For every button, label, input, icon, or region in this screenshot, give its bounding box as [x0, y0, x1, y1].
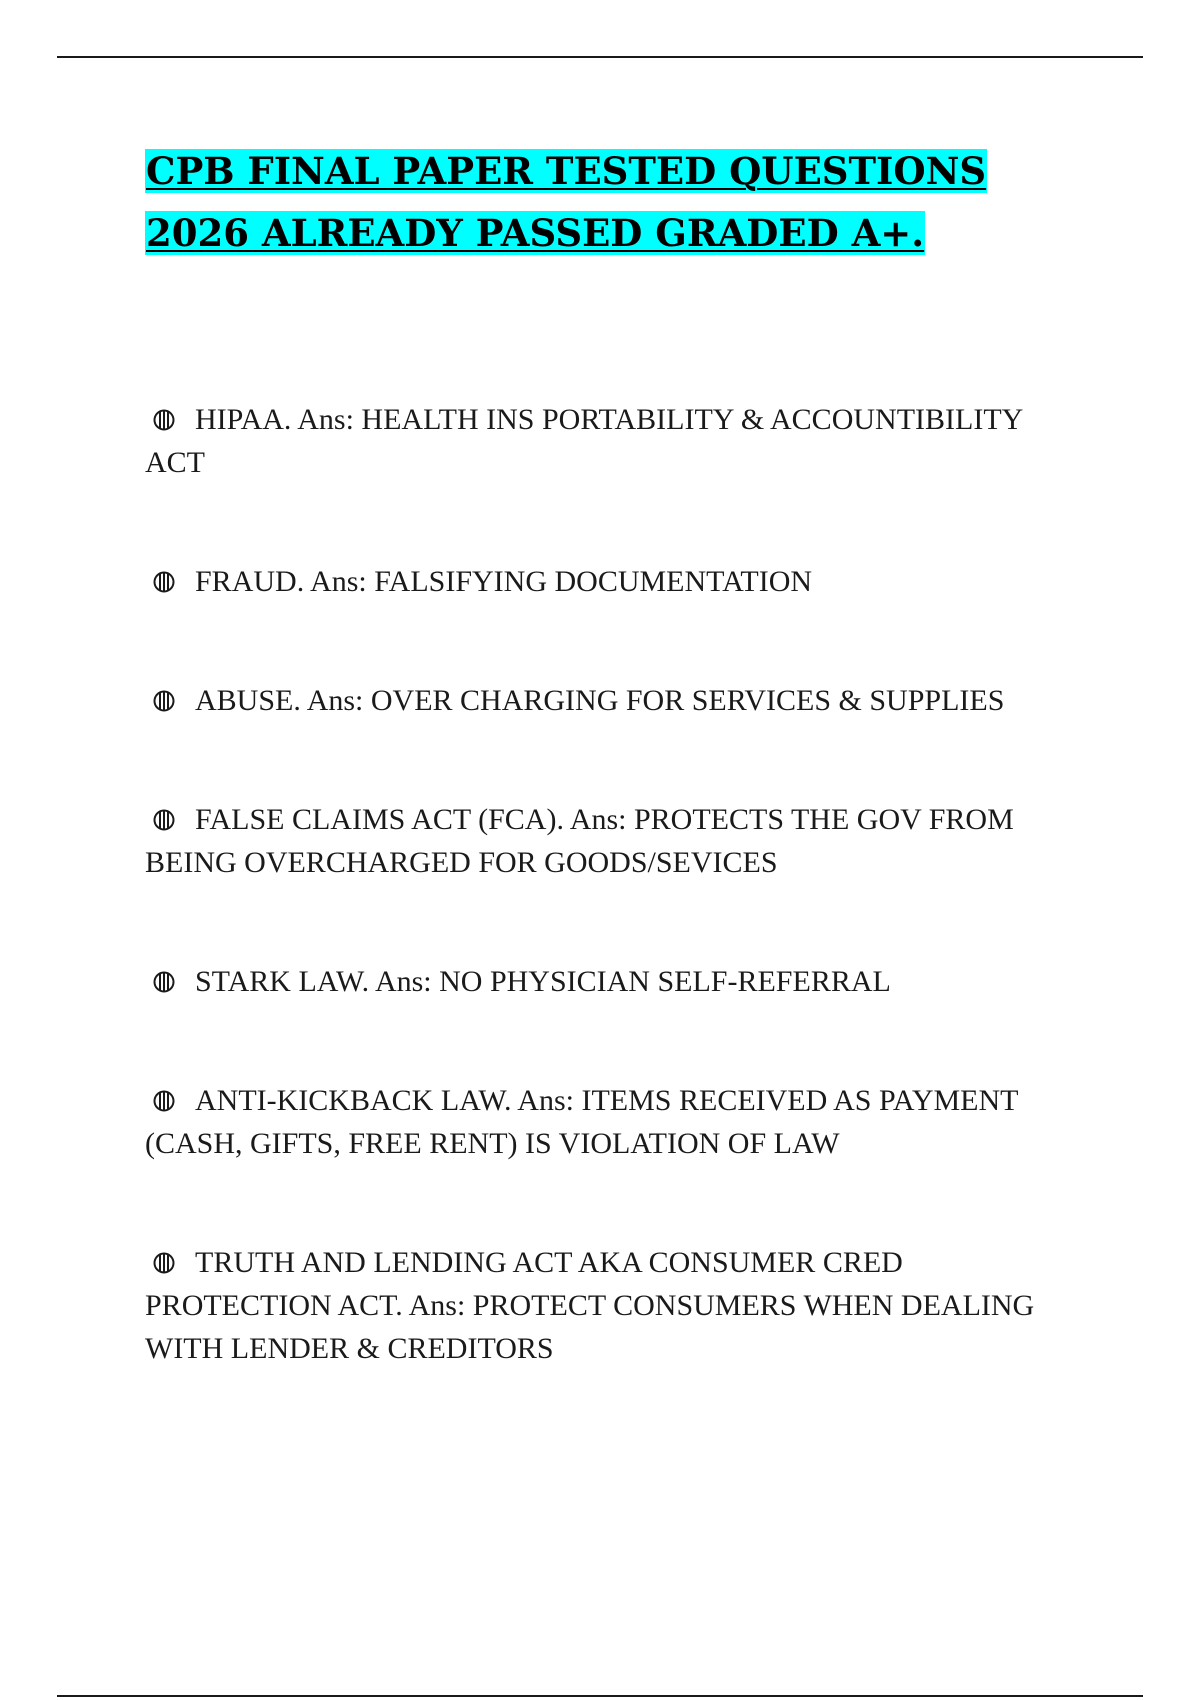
qa-item — [145, 560, 1075, 603]
footer-rule — [57, 1695, 1143, 1697]
striped-circle-bullet-icon — [153, 571, 175, 593]
qa-item — [145, 1079, 1075, 1165]
qa-item-text: STARK LAW. Ans: NO PHYSICIAN SELF-REFERRAL — [195, 965, 891, 998]
qa-item-text: FRAUD. Ans: FALSIFYING DOCUMENTATION — [195, 565, 813, 598]
qa-item-text: TRUTH AND LENDING ACT AKA CONSUMER CRED PROTECTION ACT. Ans: PROTECT CONSUMERS WHEN DEALING WITH LENDER & CREDITORS — [145, 1246, 1035, 1365]
striped-circle-bullet-icon — [153, 971, 175, 993]
striped-circle-bullet-icon — [153, 409, 175, 431]
qa-item — [145, 1241, 1075, 1370]
header-rule — [57, 56, 1143, 58]
qa-item — [145, 679, 1075, 722]
striped-circle-bullet-icon — [153, 690, 175, 712]
document-title — [145, 140, 1085, 264]
striped-circle-bullet-icon — [153, 1252, 175, 1274]
qa-item-text: HIPAA. Ans: HEALTH INS PORTABILITY & ACCOUNTIBILITY ACT — [145, 403, 1023, 479]
document-title-text: CPB FINAL PAPER TESTED QUESTIONS 2026 ALREADY PASSED GRADED A+. — [146, 149, 987, 255]
qa-item — [145, 960, 1075, 1003]
qa-item — [145, 798, 1075, 884]
qa-list — [145, 398, 1075, 1370]
qa-item-text: ANTI-KICKBACK LAW. Ans: ITEMS RECEIVED AS PAYMENT (CASH, GIFTS, FREE RENT) IS VIOLATION OF LAW — [145, 1084, 1018, 1160]
striped-circle-bullet-icon — [153, 1090, 175, 1112]
striped-circle-bullet-icon — [153, 809, 175, 831]
qa-item-text: FALSE CLAIMS ACT (FCA). Ans: PROTECTS THE GOV FROM BEING OVERCHARGED FOR GOODS/SEVICES — [145, 803, 1014, 879]
qa-item — [145, 398, 1075, 484]
qa-item-text: ABUSE. Ans: OVER CHARGING FOR SERVICES & SUPPLIES — [195, 684, 1005, 717]
